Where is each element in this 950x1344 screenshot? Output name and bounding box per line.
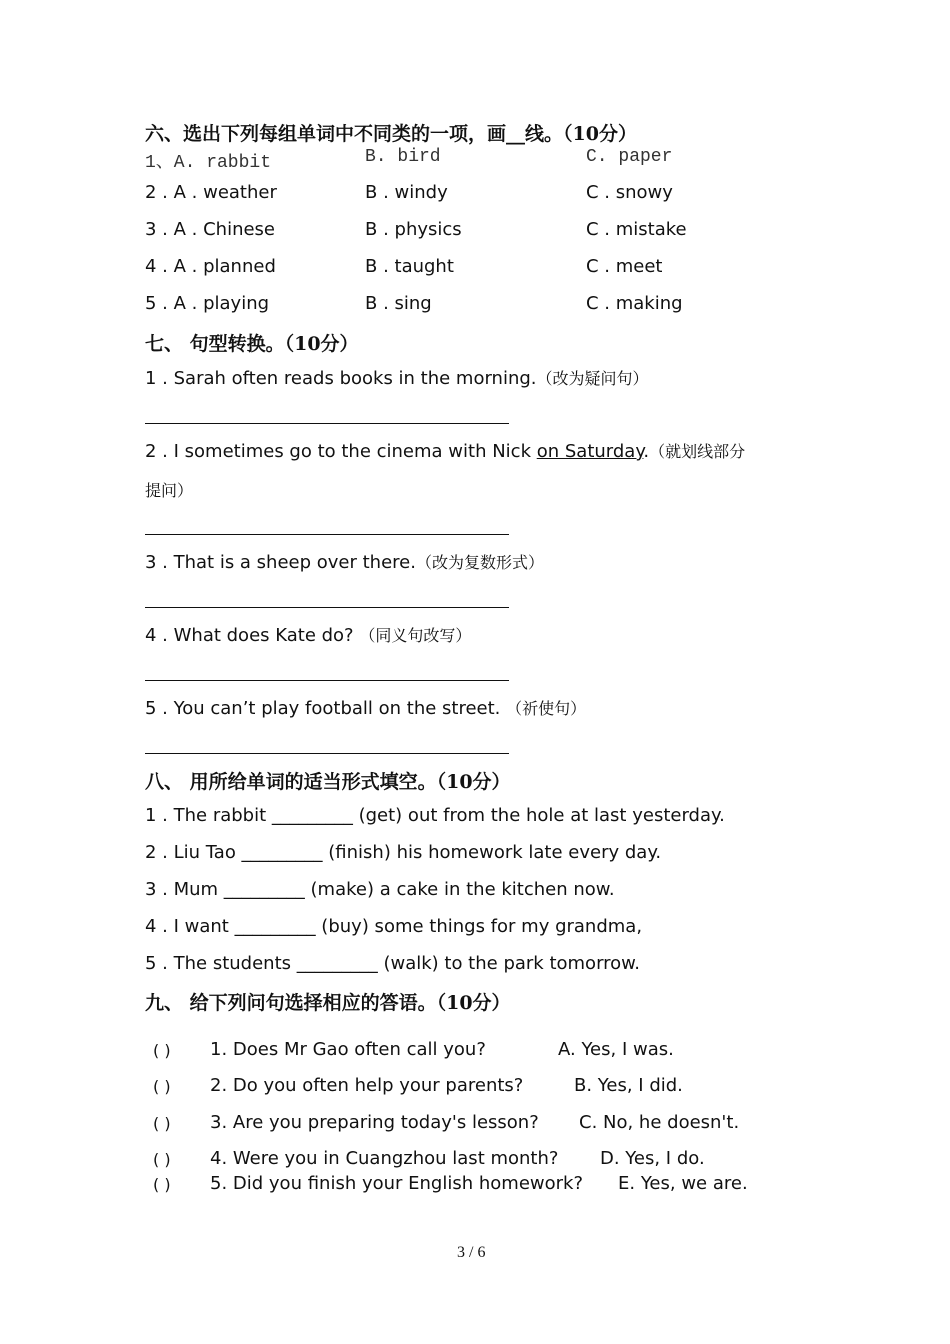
s6-row3-b: B . physics	[365, 219, 462, 240]
s7-q2-answer-line[interactable]	[145, 534, 509, 535]
s7-q1-note: （改为疑问句）	[536, 369, 649, 388]
s6-row3-c: C . mistake	[586, 219, 687, 240]
s9-question-4: 4. Were you in Cuangzhou last month?	[210, 1148, 559, 1169]
s9-paren-4[interactable]: ( )	[153, 1150, 171, 1169]
page-number: 3 / 6	[457, 1244, 486, 1261]
s9-answer-c: C. No, he doesn't.	[579, 1112, 740, 1133]
s8-item-5: 5 . The students _________ (walk) to the park tomorrow.	[145, 953, 640, 974]
s7-q5	[145, 696, 586, 719]
s7-q5-answer-line[interactable]	[145, 753, 509, 754]
s7-q3-answer-line[interactable]	[145, 607, 509, 608]
s8-item-3: 3 . Mum _________ (make) a cake in the kitchen now.	[145, 879, 615, 900]
s7-q2	[145, 439, 745, 462]
section8-title: 八、 用所给单词的适当形式填空。（10分）	[145, 771, 511, 793]
s7-q3-note: （改为复数形式）	[415, 553, 544, 572]
s6-row2-c: C . snowy	[586, 182, 673, 203]
s9-answer-e: E. Yes, we are.	[618, 1173, 748, 1194]
s7-q4-text: 4 . What does Kate do?	[145, 625, 354, 646]
s9-answer-d: D. Yes, I do.	[600, 1148, 705, 1169]
s6-row5-b: B . sing	[365, 293, 432, 314]
s6-row5-c: C . making	[586, 293, 683, 314]
s7-q2-note2: 提问）	[145, 481, 194, 500]
s6-row1-a: 1、A. rabbit	[145, 153, 272, 173]
s6-row2-b: B . windy	[365, 182, 448, 203]
s9-paren-5[interactable]: ( )	[153, 1175, 171, 1194]
s9-question-3: 3. Are you preparing today's lesson?	[210, 1112, 539, 1133]
s7-q5-note: （祈使句）	[506, 699, 587, 718]
s8-item-4: 4 . I want _________ (buy) some things for my grandma,	[145, 916, 643, 937]
s7-q1	[145, 366, 649, 389]
s6-row4-c: C . meet	[586, 256, 663, 277]
s8-item-2: 2 . Liu Tao _________ (finish) his homework late every day.	[145, 842, 662, 863]
section7-title: 七、 句型转换。（10分）	[145, 333, 359, 355]
s9-answer-b: B. Yes, I did.	[574, 1075, 683, 1096]
s6-row1-c: C. paper	[586, 147, 673, 167]
s7-q5-text: 5 . You can’t play football on the street.	[145, 698, 501, 719]
s7-q4-answer-line[interactable]	[145, 680, 509, 681]
s9-question-2: 2. Do you often help your parents?	[210, 1075, 524, 1096]
s7-q2-underlined: on Saturday	[536, 441, 644, 462]
s7-q2-pre: 2 . I sometimes go to the cinema with Nick	[145, 441, 537, 462]
s6-row2-a: 2 . A . weather	[145, 182, 277, 203]
s9-question-1: 1. Does Mr Gao often call you?	[210, 1039, 486, 1060]
s6-row4-a: 4 . A . planned	[145, 256, 276, 277]
s9-question-5: 5. Did you finish your English homework?	[210, 1173, 584, 1194]
s8-item-1: 1 . The rabbit _________ (get) out from the hole at last yesterday.	[145, 805, 725, 826]
s9-answer-a: A. Yes, I was.	[558, 1039, 674, 1060]
s9-paren-1[interactable]: ( )	[153, 1041, 171, 1060]
s7-q1-text: 1 . Sarah often reads books in the morning.	[145, 368, 537, 389]
section9-title: 九、 给下列问句选择相应的答语。（10分）	[145, 992, 511, 1014]
s6-row1-b: B. bird	[365, 147, 441, 167]
s7-q4-note: （同义句改写）	[359, 626, 472, 645]
s9-paren-2[interactable]: ( )	[153, 1077, 171, 1096]
s7-q1-answer-line[interactable]	[145, 423, 509, 424]
s7-q4	[145, 623, 471, 646]
s6-row4-b: B . taught	[365, 256, 454, 277]
s7-q3	[145, 550, 544, 573]
s7-q2-note: （就划线部分	[649, 442, 746, 461]
s7-q3-text: 3 . That is a sheep over there.	[145, 552, 416, 573]
section6-title: 六、选出下列每组单词中不同类的一项，画__线。（10分）	[145, 123, 637, 145]
s6-row3-a: 3 . A . Chinese	[145, 219, 276, 240]
s6-row5-a: 5 . A . playing	[145, 293, 270, 314]
s7-q2-post: .	[643, 441, 650, 462]
s9-paren-3[interactable]: ( )	[153, 1114, 171, 1133]
